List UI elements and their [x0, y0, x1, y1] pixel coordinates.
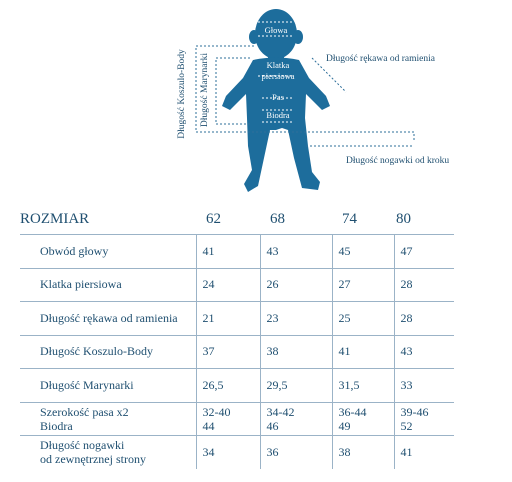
chest-label-line1: Klatka — [266, 60, 290, 70]
table-row — [20, 436, 454, 469]
table-row — [20, 402, 454, 436]
table-cell: 36 — [260, 436, 332, 469]
table-cell: 28 — [394, 302, 454, 336]
table-row — [20, 369, 454, 403]
size-header-cell: 62 — [206, 210, 221, 227]
table-cell: 26,5 — [196, 369, 260, 403]
chest-label-line2: piersiowa — [261, 71, 295, 81]
table-cell: 33 — [394, 369, 454, 403]
waist-value: 36-44 — [338, 404, 367, 419]
table-cell — [332, 402, 394, 436]
table-cell: 38 — [260, 335, 332, 369]
row-label: Obwód głowy — [20, 235, 196, 269]
table-cell: 23 — [260, 302, 332, 336]
baby-measurement-figure — [0, 0, 512, 200]
table-cell: 41 — [394, 436, 454, 469]
waist-value: 32-40 — [202, 404, 231, 419]
waist-value: 34-42 — [266, 404, 295, 419]
jacket-length-label: Długość Marynarki — [200, 52, 210, 128]
table-row — [20, 335, 454, 369]
table-cell: 43 — [394, 335, 454, 369]
body-length-label: Długość Koszulo-Body — [177, 49, 187, 139]
size-header-cell: 68 — [270, 210, 285, 227]
row-label-line2: Biodra — [40, 418, 73, 433]
hips-value: 49 — [338, 418, 351, 433]
row-label — [20, 402, 196, 436]
row-label: Długość Koszulo-Body — [20, 335, 196, 369]
table-cell — [260, 402, 332, 436]
table-cell: 47 — [394, 235, 454, 269]
row-label-line2: od zewnętrznej strony — [40, 452, 146, 467]
table-cell: 37 — [196, 335, 260, 369]
table-row — [20, 302, 454, 336]
table-row — [20, 235, 454, 269]
table-cell: 29,5 — [260, 369, 332, 403]
table-cell: 38 — [332, 436, 394, 469]
table-cell: 41 — [196, 235, 260, 269]
table-cell: 28 — [394, 268, 454, 302]
hips-value: 52 — [400, 418, 413, 433]
table-cell: 43 — [260, 235, 332, 269]
row-label — [20, 436, 196, 469]
hips-label: Biodra — [266, 110, 290, 120]
size-header-label: ROZMIAR — [20, 210, 90, 227]
table-cell: 45 — [332, 235, 394, 269]
size-header-cell: 80 — [396, 210, 411, 227]
size-header-row — [20, 204, 454, 235]
size-header-cell: 74 — [342, 210, 357, 227]
table-cell: 21 — [196, 302, 260, 336]
table-cell: 27 — [332, 268, 394, 302]
size-table — [20, 204, 454, 469]
table-cell: 41 — [332, 335, 394, 369]
row-label: Długość Marynarki — [20, 369, 196, 403]
table-row — [20, 268, 454, 302]
table-cell: 26 — [260, 268, 332, 302]
hips-value: 46 — [266, 418, 279, 433]
row-label-line1: Długość nogawki — [40, 438, 125, 453]
table-cell: 25 — [332, 302, 394, 336]
waist-label: Pas — [272, 92, 284, 102]
row-label: Klatka piersiowa — [20, 268, 196, 302]
sleeve-length-label: Długość rękawa od ramienia — [326, 54, 435, 64]
table-cell: 34 — [196, 436, 260, 469]
head-label: Głowa — [264, 25, 288, 35]
table-cell: 31,5 — [332, 369, 394, 403]
leg-length-label: Długość nogawki od kroku — [346, 156, 450, 166]
row-label-line1: Szerokość pasa x2 — [40, 404, 129, 419]
table-cell — [196, 402, 260, 436]
hips-value: 44 — [202, 418, 215, 433]
row-label: Długość rękawa od ramienia — [20, 302, 196, 336]
waist-value: 39-46 — [400, 404, 429, 419]
table-cell: 24 — [196, 268, 260, 302]
table-cell — [394, 402, 454, 436]
